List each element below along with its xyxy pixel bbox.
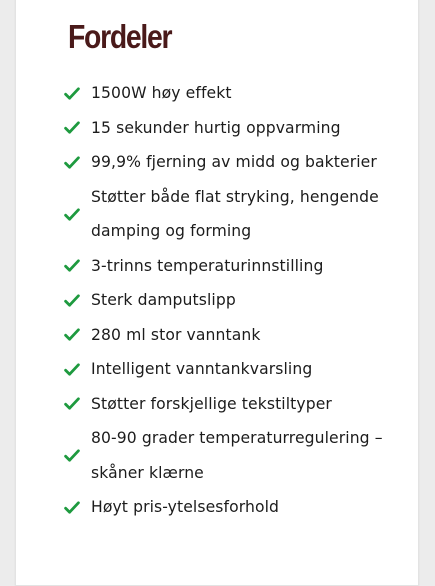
feature-item (64, 352, 394, 387)
feature-item (64, 387, 394, 422)
check-icon (64, 121, 81, 135)
feature-label: Støtter forskjellige tekstiltyper (91, 394, 332, 413)
check-icon (64, 449, 81, 463)
feature-label: Støtter både flat stryking, hengende damping og forming (91, 187, 379, 240)
feature-label: 99,9% fjerning av midd og bakterier (91, 153, 377, 171)
feature-label: 15 sekunder hurtig oppvarming (91, 118, 341, 137)
check-icon (64, 207, 81, 221)
check-icon (64, 86, 81, 100)
check-icon (64, 397, 81, 411)
feature-label: Sterk damputslipp (91, 291, 236, 309)
feature-item (64, 145, 394, 180)
feature-item (64, 111, 394, 146)
check-icon (64, 155, 81, 169)
feature-item (64, 76, 394, 111)
feature-label: Høyt pris-ytelsesforhold (91, 498, 280, 516)
check-icon (64, 259, 81, 273)
check-icon (64, 293, 81, 307)
feature-item (64, 490, 394, 525)
feature-label: 1500W høy effekt (91, 84, 232, 102)
features-card (15, 0, 419, 586)
feature-label: 280 ml stor vanntank (91, 325, 261, 344)
feature-item (64, 249, 394, 284)
feature-item (64, 180, 394, 249)
features-list (64, 76, 394, 525)
feature-label: 80-90 grader temperaturregulering – skåner klærne (91, 429, 383, 482)
section-title: Fordeler (68, 18, 172, 55)
feature-item (64, 421, 394, 490)
check-icon (64, 328, 81, 342)
feature-label: 3-trinns temperaturinnstilling (91, 256, 324, 275)
feature-item (64, 318, 394, 353)
feature-label: Intelligent vanntankvarsling (91, 360, 313, 378)
feature-item (64, 283, 394, 318)
check-icon (64, 500, 81, 514)
check-icon (64, 362, 81, 376)
